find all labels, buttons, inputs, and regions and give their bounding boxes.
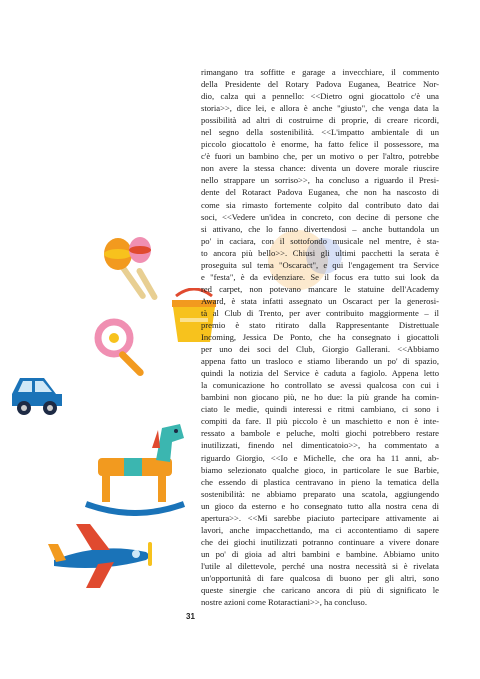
text-line: c'è fuori un bambino che, per un motivo o per l'altro, potrebbe [201,151,439,162]
text-line: un gioco da esterno e ho consegnato tutto alla nostra cena di [201,500,439,511]
page-number: 31 [186,612,195,621]
text-line: quindi la notizia del Service è caduta a fagiolo. Appena letto [201,368,439,379]
text-line: possibilità ad altri di costruirne di proprie, di creare ricordi, [201,115,439,126]
text-line: non avere la stessa chance: diventa un dovere morale riuscire [201,163,439,174]
text-line: compiti da fare. Il più piccolo è un maschietto e non è inte- [201,416,439,427]
text-line: della Presidente del Rotary Padova Euganea, Beatrice Nor- [201,79,439,90]
text-line: premio è stato ritirato dalla Rappresentante Distrettuale [201,319,439,330]
text-line: nel segno della sostenibilità. <<L'impatto ambientale di un [201,127,439,138]
text-line: queste sinergie che caricano ancora di più di significato le [201,585,439,596]
text-line: un po' di gioia ad altri bambini e bambine. Abbiamo unito [201,548,439,559]
text-line: tà al Club di Trento, per aver contribuito maggiormente – il [201,307,439,318]
text-line: apertura>>. <<Mi sarebbe piaciuto partecipare attivamente ai [201,512,439,523]
text-line: e "festa", è da evidenziare. Se il focus era tutto sui look da [201,271,439,282]
text-line: proseguita sul tema "Oscaract", e qui l'engagement tra Service [201,259,439,270]
text-line: si attivano, che lo fanno divertendosi – anche buttandola un [201,223,439,234]
text-line: Incoming, Jessica De Ponto, che ha consegnato i giocattoli [201,332,439,343]
text-line: appena fatto un trasloco e stiamo liberando un po' di spazio, [201,356,439,367]
text-line: biamo selezionato qualche gioco, in particolare le sue Barbie, [201,464,439,475]
text-line: nello strappare un sorriso>>, ha concluso a riguardo il Presi- [201,175,439,186]
text-line: sostenibilità: ne abbiamo preparato una scatola, aggiungendo [201,488,439,499]
text-line: ciato le medie, quindi interessi e ritmi cambiano, ci sono i [201,404,439,415]
text-line: storia>>, dice lei, e allora è anche "giusto", che venga data la [201,103,439,114]
text-line: nostre azioni come Rotaractiani>>, ha concluso. [201,597,367,608]
rocking-horse-icon [80,418,190,516]
text-line: Award, è stata infatti assegnato un Oscaract per la generosi- [201,295,439,306]
text-line: l'utile al dilettevole, perché una nostra necessità si è rivelata [201,560,439,571]
toy-car-icon [8,368,66,418]
text-line: bambini non giocano più, ne ho due: la più grande ha comin- [201,392,439,403]
text-line: che essendo di plastica centravano in pieno la tematica della [201,476,439,487]
text-line: lavori, anche impacchettando, ma ci accontentiamo di sapere [201,524,439,535]
rattle-icon [94,318,158,380]
text-line: un'opportunità di fare qualcosa di buono per gli altri, sono [201,572,439,583]
text-line: inutilizzati, finendo nel dimenticatoio>>, ha commentato a [201,440,439,451]
text-line: to ancora più bello>>. Chiusi gli ultimi pacchetti la serata è [201,247,439,258]
text-line: la comunicazione ho controllato se avessi qualcosa con cui i [201,380,439,391]
text-line: per uno dei soci del Club, Giorgio Gallerani. <<Abbiamo [201,344,439,355]
text-line: po' in caciara, con il sottofondo musicale nel mentre, è sta- [201,235,439,246]
text-line: che dei giochi inutilizzati potranno continuare a vivere donare [201,536,439,547]
text-line: rimangano tra soffitte e garage a invecchiare, il commento [201,67,439,77]
text-line: riguardo Giorgio, <<Io e Michelle, che ora ha 11 anni, ab- [201,452,439,463]
maracas-icon [96,232,168,308]
text-line: soci, <<Vedere un'idea in concreto, con decine di persone che [201,211,439,222]
article-text [201,66,439,608]
text-line: come sia rimasto fortemente colpito dal contributo dato dai [201,199,439,210]
text-line: dio, calza qui a pennello: <<Dietro ogni giocattolo c'è una [201,91,439,102]
text-line: ressato a bambole e peluche, molti giochi potrebbero restare [201,428,439,439]
text-line: red carpet, non potevano mancare le statuine dell'Academy [201,283,439,294]
text-line: piccolo giocattolo è enorme, ha fatto felice il possessore, ma [201,139,439,150]
toy-airplane-icon [46,520,156,592]
text-line: dente del Rotaract Padova Euganea, che non ha nascosto di [201,187,439,198]
